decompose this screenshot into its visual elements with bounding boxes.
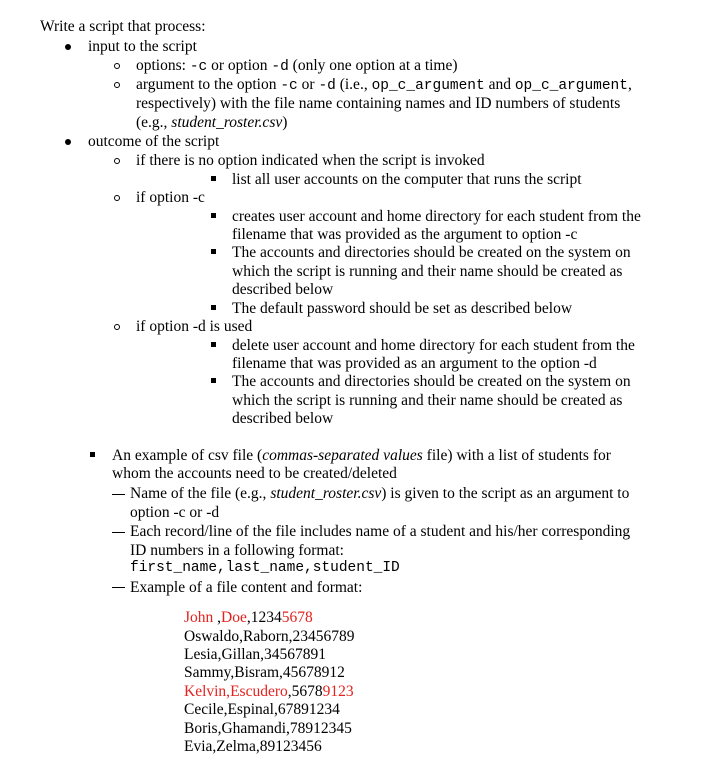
d-item1-line2: filename that was provided as an argument to the option -d xyxy=(232,355,597,372)
bullet-dot-icon xyxy=(65,44,71,50)
c-item1-line1: creates user account and home directory for each student from the xyxy=(232,208,641,225)
csv-row-2: Oswaldo,Raborn,23456789 xyxy=(184,628,355,645)
d-item1-line1: delete user account and home directory for each student from the xyxy=(232,337,635,354)
argument-line-2: respectively) with the file name containing names and ID numbers of students xyxy=(136,95,621,112)
dash3-line: Example of a file content and format: xyxy=(130,579,363,596)
square-bullet-icon xyxy=(211,213,216,218)
csv-row-7: Boris,Ghamandi,78912345 xyxy=(184,720,352,737)
c-item2-line1: The accounts and directories should be created on the system on xyxy=(232,244,631,261)
square-bullet-icon xyxy=(211,305,216,310)
square-bullet-icon xyxy=(211,249,216,254)
dash-bullet-icon xyxy=(112,532,125,533)
dash1-line1: Name of the file (e.g., student_roster.csv) is given to the script as an argument to xyxy=(130,485,630,502)
c-item1-line2: filename that was provided as the argument to option -c xyxy=(232,226,578,243)
csv-row-1: John ,Doe,12345678 xyxy=(184,609,313,626)
argument-line-1: argument to the option -c or -d (i.e., op_c_argument and op_c_argument, xyxy=(136,76,632,94)
csv-row-4: Sammy,Bisram,45678912 xyxy=(184,664,345,681)
d-item2-line3: described below xyxy=(232,410,334,427)
dash2-line2: ID numbers in a following format: xyxy=(130,542,344,559)
argument-line-3: (e.g., student_roster.csv) xyxy=(136,114,288,131)
input-heading: input to the script xyxy=(88,38,197,55)
bullet-dot-icon xyxy=(65,139,71,145)
circle-bullet-icon xyxy=(114,195,120,201)
outcome-heading: outcome of the script xyxy=(88,133,220,150)
option-c-text: if option -c xyxy=(136,189,205,206)
no-option-text: if there is no option indicated when the script is invoked xyxy=(136,152,485,169)
csv-row-6: Cecile,Espinal,67891234 xyxy=(184,701,340,718)
example-line-2: whom the accounts need to be created/deleted xyxy=(112,465,397,482)
circle-bullet-icon xyxy=(114,324,120,330)
csv-format-line: first_name,last_name,student_ID xyxy=(130,560,400,576)
d-item2-line1: The accounts and directories should be created on the system on xyxy=(232,373,631,390)
dash2-line1: Each record/line of the file includes name of a student and his/her corresponding xyxy=(130,523,631,540)
c-item2-line3: described below xyxy=(232,281,334,298)
square-bullet-icon xyxy=(211,342,216,347)
option-d-text: if option -d is used xyxy=(136,318,253,335)
csv-row-3: Lesia,Gillan,34567891 xyxy=(184,646,327,663)
intro-text: Write a script that process: xyxy=(40,18,206,35)
c-item2-line2: which the script is running and their name should be created as xyxy=(232,263,623,280)
circle-bullet-icon xyxy=(114,63,120,69)
c-item3: The default password should be set as described below xyxy=(232,300,573,317)
example-line-1: An example of csv file (commas-separated values file) with a list of students for xyxy=(112,447,611,464)
dash1-line2: option -c or -d xyxy=(130,504,220,521)
dash-bullet-icon xyxy=(112,587,125,588)
circle-bullet-icon xyxy=(114,82,120,88)
options-line: options: -c or option -d (only one option at a time) xyxy=(136,57,458,75)
square-bullet-icon xyxy=(211,378,216,383)
dash-bullet-icon xyxy=(112,494,125,495)
no-option-item: list all user accounts on the computer that runs the script xyxy=(232,171,582,188)
square-bullet-icon xyxy=(90,452,95,457)
d-item2-line2: which the script is running and their name should be created as xyxy=(232,392,623,409)
square-bullet-icon xyxy=(211,176,216,181)
csv-row-5: Kelvin,Escudero,56789123 xyxy=(184,683,354,700)
csv-row-8: Evia,Zelma,89123456 xyxy=(184,738,322,755)
circle-bullet-icon xyxy=(114,158,120,164)
